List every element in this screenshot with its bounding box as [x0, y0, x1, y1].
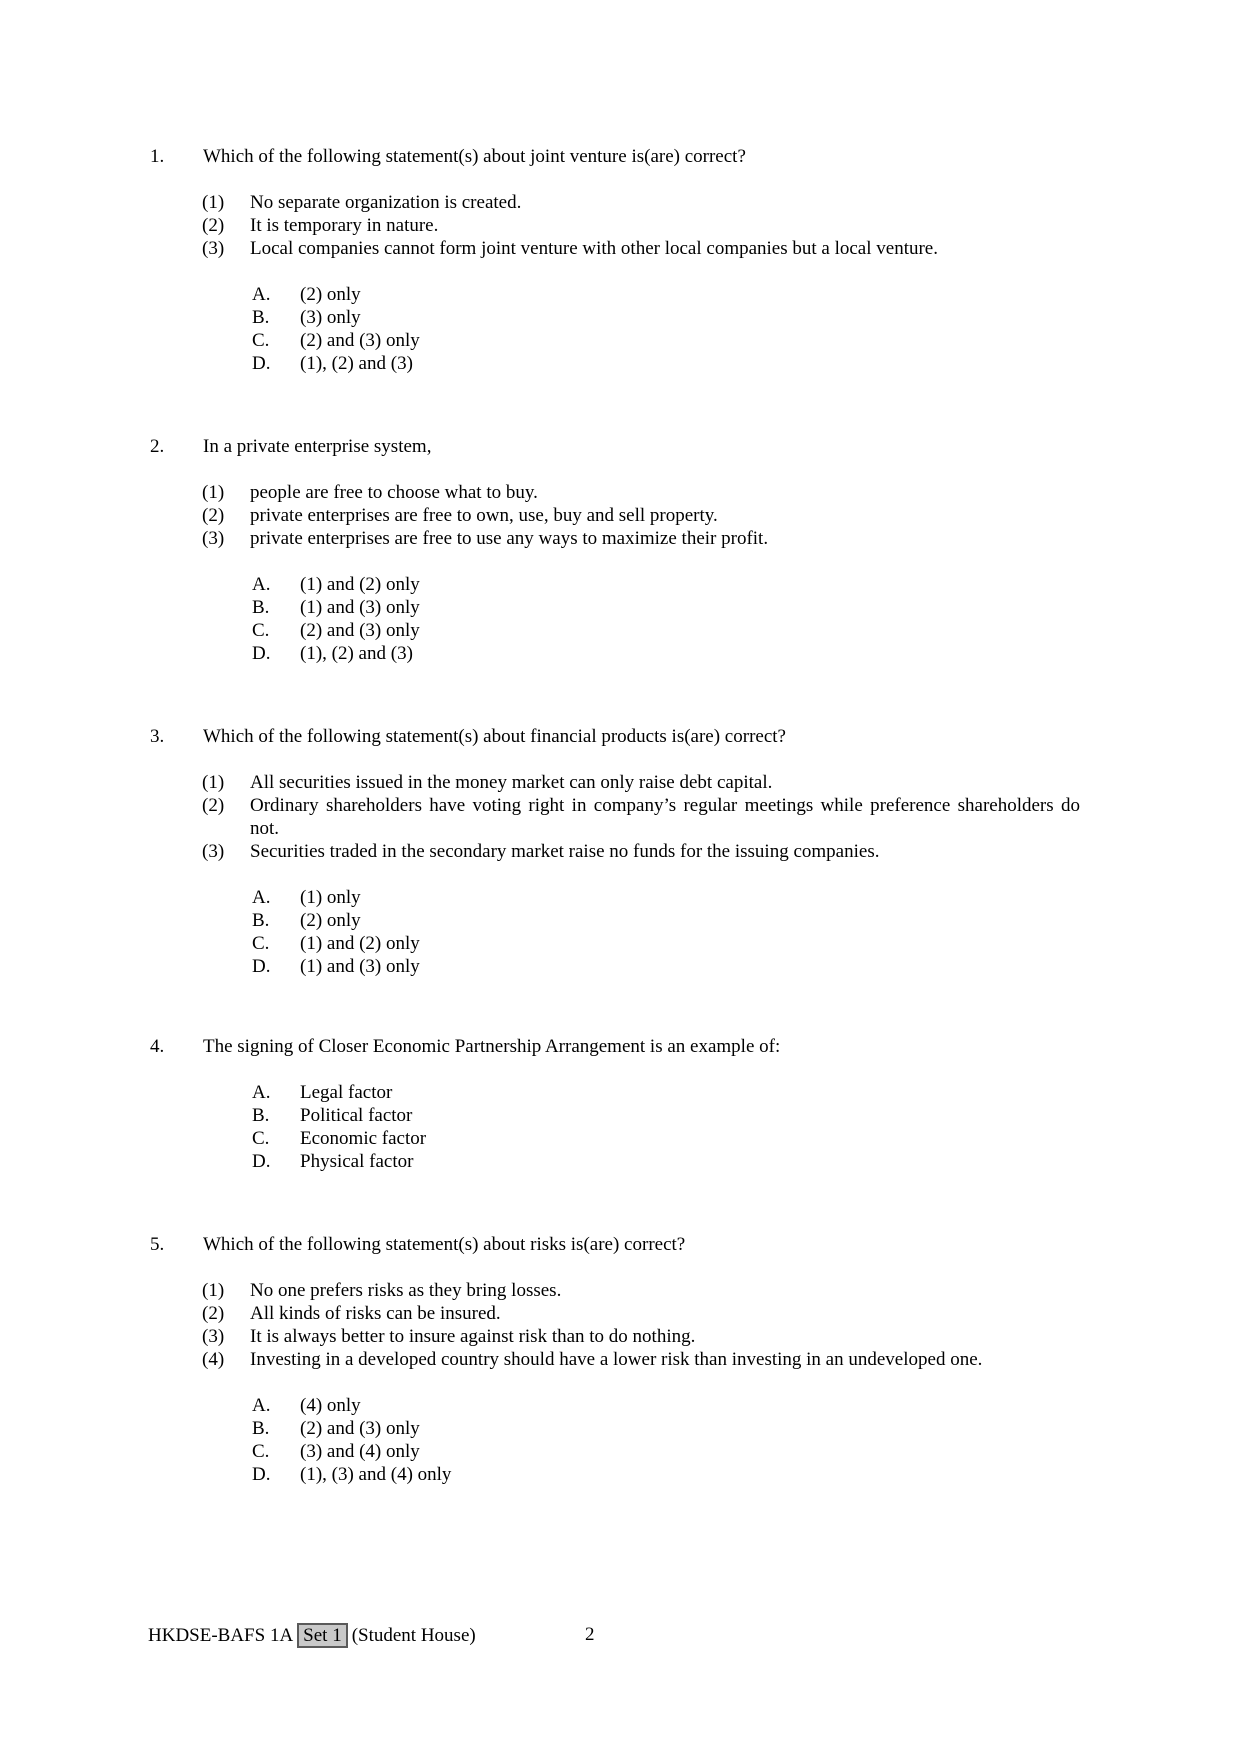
statement-list [202, 771, 1115, 863]
question-3 [150, 725, 1115, 978]
statement-row [202, 481, 1115, 504]
option-text: (1) only [300, 887, 361, 908]
statement-row [202, 1302, 1115, 1325]
option-row [252, 909, 1115, 932]
option-letter: B. [252, 597, 270, 618]
statement-row [202, 1325, 1115, 1348]
question-text: Which of the following statement(s) about risks is(are) correct? [203, 1234, 686, 1255]
statement-row [202, 840, 1115, 863]
statement-label: (1) [202, 192, 225, 213]
option-letter: B. [252, 1418, 270, 1439]
option-row [252, 619, 1115, 642]
statement-row [202, 191, 1115, 214]
option-row [252, 1440, 1115, 1463]
option-list [252, 886, 1115, 978]
option-text: Physical factor [300, 1151, 414, 1172]
statement-text: It is temporary in nature. [250, 215, 439, 236]
statement-label: (3) [202, 1326, 225, 1347]
option-letter: C. [252, 330, 270, 351]
statement-row [202, 771, 1115, 794]
statement-text: All kinds of risks can be insured. [250, 1303, 501, 1324]
question-1 [150, 145, 1115, 375]
option-letter: C. [252, 1441, 270, 1462]
option-text: (1), (3) and (4) only [300, 1464, 452, 1485]
option-text: Economic factor [300, 1128, 427, 1149]
statement-text: private enterprises are free to use any ways to maximize their profit. [250, 528, 769, 549]
option-text: (1) and (3) only [300, 956, 420, 977]
option-text: (1), (2) and (3) [300, 353, 413, 374]
statement-label: (2) [202, 795, 225, 816]
option-list [252, 283, 1115, 375]
option-text: (2) only [300, 284, 361, 305]
statement-text: It is always better to insure against risk than to do nothing. [250, 1326, 696, 1347]
statement-list [202, 1279, 1115, 1371]
option-row [252, 1463, 1115, 1486]
statement-list [202, 191, 1115, 260]
statement-text: No one prefers risks as they bring losses. [250, 1280, 562, 1301]
option-row [252, 283, 1115, 306]
statement-row [202, 527, 1115, 550]
page-number: 2 [585, 1624, 595, 1645]
option-list [252, 1081, 1115, 1173]
option-text: (2) only [300, 910, 361, 931]
paper-code: HKDSE-BAFS 1A [148, 1625, 294, 1646]
option-row [252, 1104, 1115, 1127]
house-label: (Student House) [351, 1625, 476, 1646]
statement-text: Local companies cannot form joint venture with other local companies but a local venture. [250, 238, 938, 259]
option-text: (4) only [300, 1395, 361, 1416]
option-letter: A. [252, 574, 271, 595]
question-text: Which of the following statement(s) about financial products is(are) correct? [203, 726, 786, 747]
option-text: (3) only [300, 307, 361, 328]
option-text: (3) and (4) only [300, 1441, 420, 1462]
option-text: (1) and (2) only [300, 933, 420, 954]
question-4 [150, 1035, 1115, 1173]
option-row [252, 886, 1115, 909]
question-2 [150, 435, 1115, 665]
question-text: Which of the following statement(s) about joint venture is(are) correct? [203, 146, 746, 167]
option-letter: B. [252, 1105, 270, 1126]
statement-text: Investing in a developed country should have a lower risk than investing in an undeveloped one. [250, 1349, 983, 1370]
statement-label: (2) [202, 215, 225, 236]
option-letter: A. [252, 284, 271, 305]
option-text: (2) and (3) only [300, 330, 420, 351]
option-letter: C. [252, 933, 270, 954]
statement-row [202, 794, 1115, 840]
option-letter: D. [252, 353, 271, 374]
option-row [252, 642, 1115, 665]
statement-label: (2) [202, 505, 225, 526]
question-5 [150, 1233, 1115, 1486]
question-number: 3. [150, 726, 165, 747]
question-text: In a private enterprise system, [203, 436, 432, 457]
option-list [252, 1394, 1115, 1486]
statement-label: (3) [202, 238, 225, 259]
statement-label: (3) [202, 528, 225, 549]
option-letter: A. [252, 887, 271, 908]
option-row [252, 955, 1115, 978]
option-text: (1) and (2) only [300, 574, 420, 595]
statement-label: (4) [202, 1349, 225, 1370]
option-row [252, 1081, 1115, 1104]
statement-text: Ordinary shareholders have voting right in company’s regular meetings while preference shareholders do not. [250, 795, 1080, 839]
statement-label: (1) [202, 1280, 225, 1301]
question-title [150, 435, 1115, 458]
statement-row [202, 504, 1115, 527]
option-text: (1), (2) and (3) [300, 643, 413, 664]
option-letter: C. [252, 1128, 270, 1149]
option-row [252, 932, 1115, 955]
statement-row [202, 237, 1115, 260]
option-letter: D. [252, 1464, 271, 1485]
question-title [150, 145, 1115, 168]
option-letter: A. [252, 1082, 271, 1103]
option-letter: B. [252, 910, 270, 931]
option-row [252, 306, 1115, 329]
option-letter: D. [252, 956, 271, 977]
statement-list [202, 481, 1115, 550]
statement-text: private enterprises are free to own, use, buy and sell property. [250, 505, 718, 526]
question-title [150, 725, 1115, 748]
option-text: (1) and (3) only [300, 597, 420, 618]
statement-text: All securities issued in the money market can only raise debt capital. [250, 772, 773, 793]
question-title [150, 1035, 1115, 1058]
question-number: 2. [150, 436, 165, 457]
option-text: Political factor [300, 1105, 413, 1126]
option-row [252, 329, 1115, 352]
statement-label: (3) [202, 841, 225, 862]
option-row [252, 1417, 1115, 1440]
option-text: Legal factor [300, 1082, 393, 1103]
statement-label: (2) [202, 1303, 225, 1324]
statement-row [202, 1348, 1115, 1371]
statement-text: No separate organization is created. [250, 192, 522, 213]
option-letter: C. [252, 620, 270, 641]
option-list [252, 573, 1115, 665]
statement-label: (1) [202, 482, 225, 503]
option-row [252, 596, 1115, 619]
option-letter: D. [252, 1151, 271, 1172]
set-label-box: Set 1 [297, 1623, 348, 1648]
option-row [252, 1127, 1115, 1150]
option-text: (2) and (3) only [300, 1418, 420, 1439]
option-row [252, 352, 1115, 375]
option-letter: A. [252, 1395, 271, 1416]
statement-label: (1) [202, 772, 225, 793]
statement-text: Securities traded in the secondary market raise no funds for the issuing companies. [250, 841, 880, 862]
statement-row [202, 1279, 1115, 1302]
statement-text: people are free to choose what to buy. [250, 482, 538, 503]
question-number: 5. [150, 1234, 165, 1255]
page-footer [148, 1623, 1113, 1648]
option-row [252, 1394, 1115, 1417]
question-title [150, 1233, 1115, 1256]
option-letter: D. [252, 643, 271, 664]
option-row [252, 1150, 1115, 1173]
question-text: The signing of Closer Economic Partnership Arrangement is an example of: [203, 1036, 781, 1057]
option-row [252, 573, 1115, 596]
question-number: 4. [150, 1036, 165, 1057]
question-number: 1. [150, 146, 165, 167]
option-letter: B. [252, 307, 270, 328]
statement-row [202, 214, 1115, 237]
option-text: (2) and (3) only [300, 620, 420, 641]
